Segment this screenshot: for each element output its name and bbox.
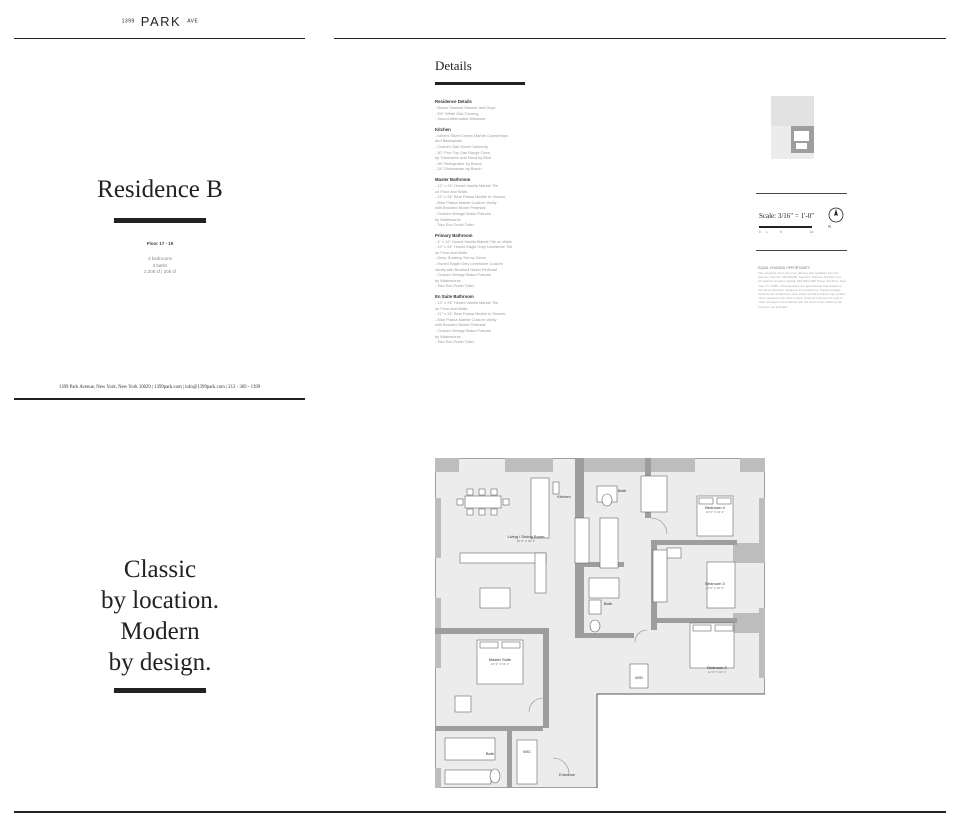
details-item: - Toto Eco-Fresh Toilet xyxy=(435,339,474,345)
room-dims: 30' 0" X 20' 6" xyxy=(516,539,536,543)
room-name: WIC xyxy=(523,749,531,754)
residence-area: 2,208 sf | 205 sf xyxy=(144,269,176,274)
details-item: - 12" x 24" Blue Padua Marble in Shower xyxy=(435,194,506,200)
details-item: - Custom Vintage Brass Fixtures by Waterworks xyxy=(435,210,491,222)
details-item: - 12" x 24" Blue Padua Marble in Shower xyxy=(435,311,506,317)
scale-bar xyxy=(759,226,812,228)
details-item: - Toto Eco-Fresh Toilet xyxy=(435,283,474,289)
brand-prefix: 1399 xyxy=(121,18,135,25)
details-item: - Blue Padua Marble Custom Vanity with Brushed Nickel Pedestal xyxy=(435,199,497,211)
contact-footer: 1399 Park Avenue, New York, New York 10029 | 1399park.com | info@1399park.com | 212 - 369 - 1399 xyxy=(58,385,261,390)
details-item: - Athens Silver Cream Marble Countertops and Backsplash xyxy=(435,132,509,144)
tagline-line-1: Classic xyxy=(123,556,197,583)
room-kitchen xyxy=(557,494,570,499)
key-plan xyxy=(771,96,814,159)
details-section-title: Primary Bathroom xyxy=(435,232,473,238)
details-section xyxy=(435,127,535,172)
details-item: - 12" x 24" Honed Eagle Grey Limestone Tile on Floor and Walls xyxy=(435,244,513,255)
scale-rule-top xyxy=(756,193,847,194)
details-item: - Toto Eco-Fresh Toilet xyxy=(435,222,474,228)
footer-rule-left xyxy=(14,398,305,400)
room-bath-master xyxy=(486,751,494,756)
details-section xyxy=(435,294,535,345)
tagline-line-2: by location. xyxy=(100,587,220,614)
brand-name: PARK xyxy=(140,13,182,29)
room-name: Bedroom 3 xyxy=(705,581,725,586)
scale-num-5: 5 xyxy=(780,230,782,234)
details-item: - 4" x 12" Honed Vanilla Marble Tile on Walls xyxy=(435,238,512,244)
scale-num-0: 0 xyxy=(759,230,761,234)
details-item: - 30" Five Top Gas Range Oven by Thermador and Hood by Blue xyxy=(435,149,492,161)
details-item: - 24" Dishwasher by Bosch xyxy=(435,166,482,172)
bottom-rule xyxy=(14,811,946,813)
details-item: - Blue Padua Marble Custom Vanity with Brushed Nickel Pedestal xyxy=(435,316,497,328)
details-list xyxy=(435,99,535,350)
tagline xyxy=(0,554,320,678)
room-name: Bath xyxy=(603,601,613,606)
details-item: - Bosch Stacked Washer and Dryer xyxy=(435,105,496,110)
room-bedroom-4 xyxy=(705,505,725,514)
residence-title: Residence B xyxy=(97,176,223,203)
room-dims: 12' 0" X 10' 2" xyxy=(705,510,725,514)
room-name: Living / Dining Room xyxy=(507,534,545,539)
scale-label: Scale: 3/16" = 1'-0" xyxy=(759,212,815,220)
room-name: Bath xyxy=(617,488,627,493)
scale-seg-2 xyxy=(767,226,781,228)
scale-area xyxy=(756,193,847,251)
details-item: - Honed Eagle Grey Limestone Custom Vanity with Brushed Nickel Pedestal xyxy=(435,261,503,272)
residence-bedrooms: 4 bedrooms xyxy=(148,256,172,261)
room-dims: 16' 3" X 13' 4" xyxy=(490,662,510,666)
details-item: - 12" x 24" Honed Vanilla Marble Tile on Floor and Walls xyxy=(435,300,499,311)
details-section-title: Residence Details xyxy=(435,99,472,104)
disclaimer-text: The complete terms are in an offering plan available from the Sponsor. File No. CD18-0256. Sponsor: Parkvue Tt4 Park LLC, c/o Hudson Housing Capital, 630 West 28th Street, 4th Floor, New York, NY 10001. All dimensions are approximate and subject to normal construction variances and tolerances. Square footage exceeds the usable floor area. Plans and dimensions may contain minor variations from floor to floor. Sponsor reserves the right to make changes in accordance with the terms of the offering plan. Furniture not included. xyxy=(758,271,846,309)
details-section-title: En Suite Bathroom xyxy=(435,294,474,300)
disclaimer xyxy=(758,266,846,309)
top-rule-left xyxy=(14,38,305,39)
details-item: - Custom Vintage Brass Fixtures by Waterworks xyxy=(435,272,491,283)
details-title: Details xyxy=(435,58,472,73)
details-item: - Sound Attenuated Windows xyxy=(435,116,486,122)
room-entrance xyxy=(559,772,575,777)
residence-info xyxy=(0,256,320,276)
brand-logo xyxy=(0,12,320,30)
room-name: Bedroom 4 xyxy=(705,505,725,510)
room-wic xyxy=(523,749,531,754)
room-bath-top xyxy=(618,488,626,493)
room-name: Bath xyxy=(485,751,495,756)
details-item: - 5½" White Oak Flooring xyxy=(435,110,479,116)
room-bedroom-3 xyxy=(705,581,725,590)
scale-num-10: 10 xyxy=(810,230,814,234)
room-bedroom-2 xyxy=(707,665,727,674)
tagline-bar xyxy=(114,688,206,693)
scale-rule-bottom xyxy=(756,250,847,251)
brand-suffix: AVE xyxy=(187,18,199,25)
details-section xyxy=(435,99,535,122)
room-name: Bedroom 2 xyxy=(707,665,727,670)
north-label: N xyxy=(828,224,831,229)
details-item: - Deep Soaking Tub by Zuma xyxy=(435,255,486,261)
details-item: - 12" x 24" Honed Vanilla Marble Tile on Floor and Walls xyxy=(435,182,499,194)
residence-floors: Floor 17 - 19 xyxy=(146,241,174,246)
room-bath-middle xyxy=(604,601,612,606)
room-name: Entrance xyxy=(558,772,576,777)
disclaimer-heading: EQUAL HOUSING OPPORTUNITY xyxy=(758,266,811,270)
details-item: - 36" Refrigerator by Bosch xyxy=(435,160,482,166)
scale-seg-3 xyxy=(781,226,812,228)
scale-seg-1 xyxy=(759,226,767,228)
details-section-title: Master Bathroom xyxy=(435,176,471,182)
room-master-suite xyxy=(489,657,511,666)
details-section xyxy=(435,233,535,289)
tagline-line-4: by design. xyxy=(108,649,212,676)
room-name: Kitchen xyxy=(557,494,571,499)
north-arrow-icon xyxy=(828,207,844,223)
residence-baths: 3 baths xyxy=(152,262,168,268)
room-dims: 11' 0" X 10' 1" xyxy=(707,670,727,674)
room-name: Master Suite xyxy=(488,657,512,662)
details-section-title: Kitchen xyxy=(435,126,451,132)
scale-num-1: 1 xyxy=(766,230,768,234)
tagline-line-3: Modern xyxy=(120,618,200,645)
details-item: - Custom Vintage Brass Fixtures by Waterworks xyxy=(435,328,491,339)
residence-title-bar xyxy=(114,218,206,223)
room-name: W/D xyxy=(635,675,643,680)
details-title-bar xyxy=(435,82,525,85)
room-dims: 11' 6" X 10' 0" xyxy=(705,586,725,590)
details-item: - Custom Oak Wood Cabinetry xyxy=(435,143,488,149)
room-wd xyxy=(635,675,643,680)
details-section xyxy=(435,177,535,228)
room-living-dining xyxy=(508,534,545,543)
top-rule-right xyxy=(334,38,946,39)
